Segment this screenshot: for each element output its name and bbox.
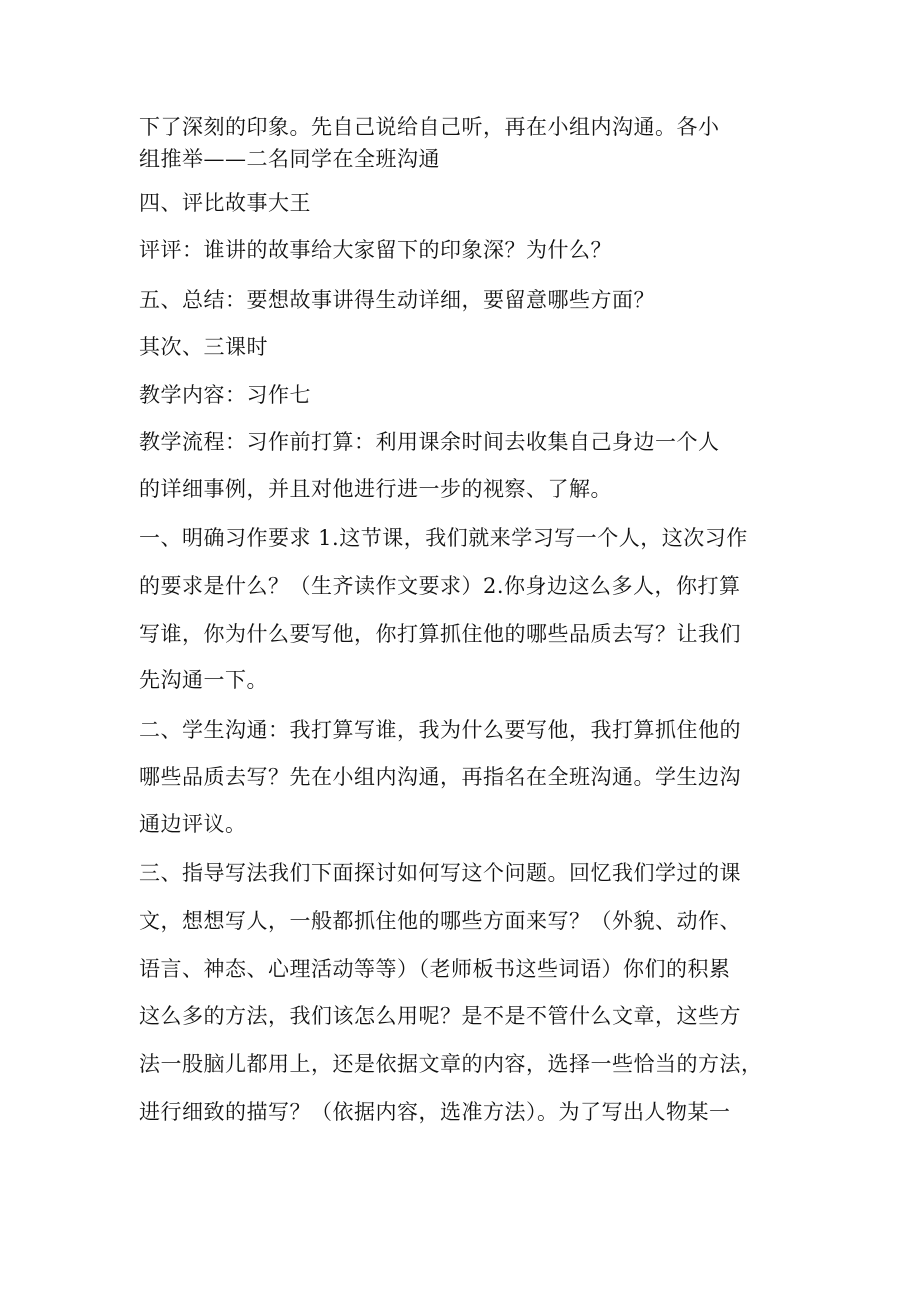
section-heading: 四、评比故事大王 [139,191,311,215]
text-line: 语言、神态、心理活动等等）（老师板书这些词语）你们的积累 [139,957,731,981]
text-line: 文，想想写人，一般都抓住他的哪些方面来写？（外貌、动作、 [139,909,741,933]
text-line: 这么多的方法，我们该怎么用呢？是不是不管什么文章，这些方 [139,1004,741,1028]
text-line: 教学流程：习作前打算：利用课余时间去收集自己身边一个人 [139,430,720,454]
section-heading: 三、指导写法我们下面探讨如何写这个问题。回忆我们学过的课 [139,861,741,885]
text-line: 教学内容：习作七 [139,383,311,407]
text-line: 进行细致的描写？（依据内容，选准方法）。为了写出人物某一 [139,1100,731,1124]
section-heading: 一、明确习作要求 1.这节课，我们就来学习写一个人，这次习作 [139,526,748,550]
text-line: 的要求是什么？（生齐读作文要求）2.你身边这么多人，你打算 [139,574,741,598]
text-line: 评评：谁讲的故事给大家留下的印象深？为什么？ [139,238,612,262]
text-line: 哪些品质去写？先在小组内沟通，再指名在全班沟通。学生边沟 [139,765,741,789]
text-line: 的详细事例，并且对他进行进一步的视察、了解。 [139,477,612,501]
text-line: 法一股脑儿都用上，还是依据文章的内容，选择一些恰当的方法， [139,1052,763,1076]
text-line: 下了深刻的印象。先自己说给自己听，再在小组内沟通。各小 [139,115,720,139]
text-line: 先沟通一下。 [139,668,268,692]
text-line: 通边评议。 [139,812,247,836]
section-heading: 二、学生沟通：我打算写谁，我为什么要写他，我打算抓住他的 [139,718,741,742]
text-line: 组推举——二名同学在全班沟通 [139,147,440,171]
section-heading: 五、总结：要想故事讲得生动详细，要留意哪些方面？ [139,288,655,312]
text-line: 写谁，你为什么要写他，你打算抓住他的哪些品质去写？让我们 [139,622,741,646]
lesson-heading: 其次、三课时 [139,335,268,359]
